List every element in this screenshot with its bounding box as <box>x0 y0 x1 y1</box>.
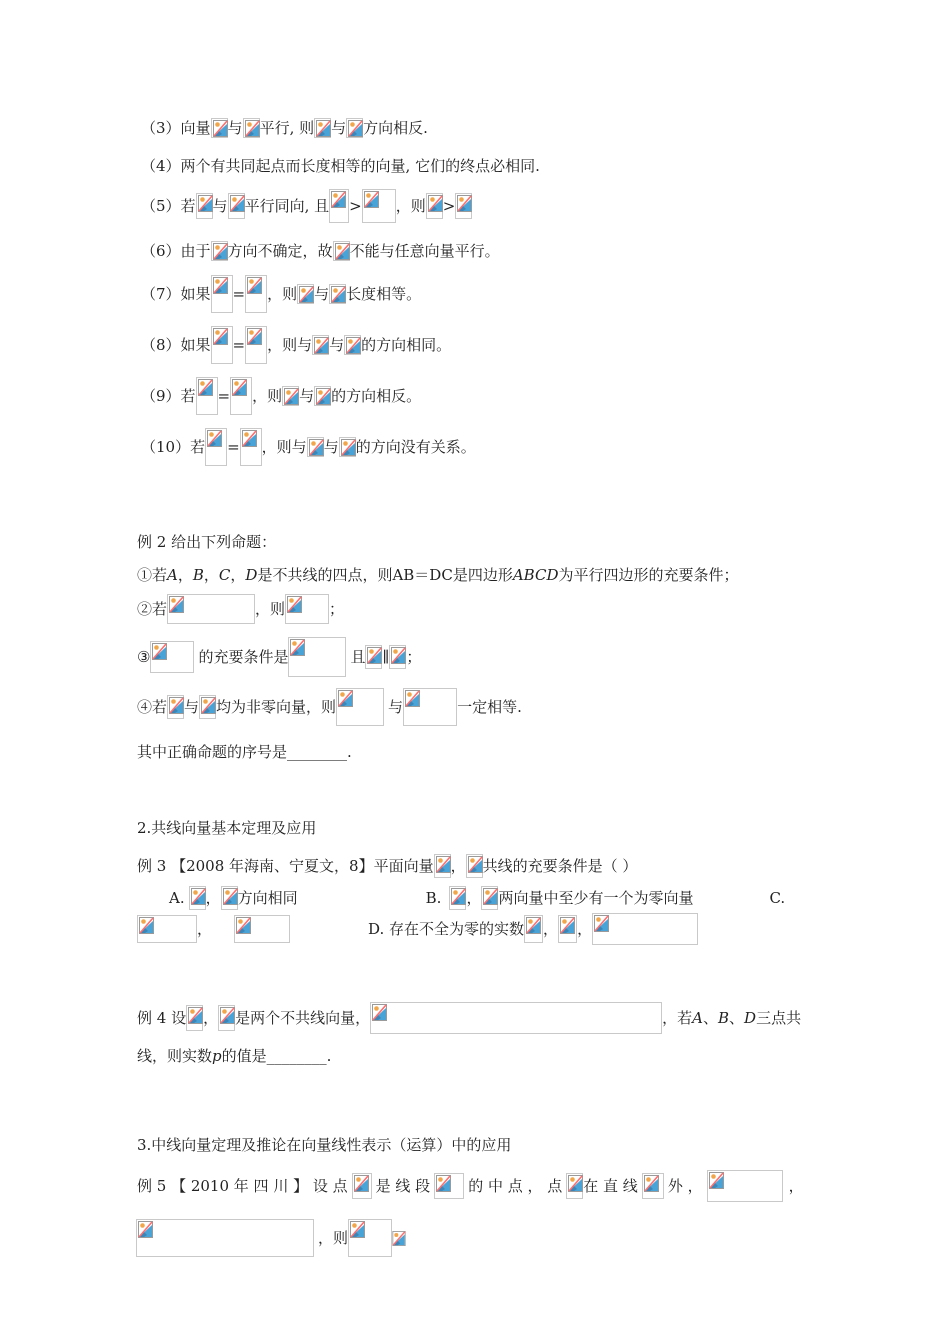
example-4-line-1 <box>137 1002 801 1034</box>
vector-a-image <box>312 335 329 355</box>
option-d-text: ， <box>543 920 559 938</box>
ex5-text: 例 5 【 2010 年 四 川 】 设 点 <box>137 1177 348 1195</box>
p3-text: ； <box>406 648 422 666</box>
unit-vector-a-image <box>336 688 384 726</box>
vector-b-image <box>228 193 245 219</box>
item-3-text: 与 <box>227 119 243 137</box>
option-d-text: ， <box>577 920 593 938</box>
item-10-text: 与 <box>323 438 339 456</box>
option-c-label: C. <box>769 889 786 907</box>
vector-sum-difference-formula-image <box>136 1219 314 1257</box>
magnitude-a-image <box>211 326 233 364</box>
magnitude-b-image <box>245 326 267 364</box>
parallel-symbol: ∥ <box>382 648 390 666</box>
p2-text: ，则 <box>255 600 286 618</box>
point-label: B <box>718 1009 730 1027</box>
magnitude-b-image <box>230 377 252 415</box>
ex4-text: 的值是________. <box>221 1047 332 1065</box>
answer-blank-text: 其中正确命题的序号是________. <box>137 743 352 761</box>
greater-than: > <box>349 197 362 215</box>
p3-text: 且 <box>350 648 366 666</box>
ex4-text: ，若 <box>662 1009 693 1027</box>
example-3-stem <box>137 854 637 878</box>
item-8 <box>141 326 451 364</box>
example-5-line-1 <box>137 1170 804 1202</box>
magnitude-a-image <box>211 275 233 313</box>
vector-b-image <box>243 118 260 138</box>
segment-bc-image <box>434 1173 464 1199</box>
magnitude-b-image <box>245 275 267 313</box>
point-label: B <box>192 566 204 584</box>
option-b-text: 两向量中至少有一个为零向量 <box>498 889 694 907</box>
ex3-text: ， <box>450 857 466 875</box>
greater-than: > <box>442 197 456 215</box>
ex5-text: ， <box>788 1177 804 1195</box>
vector-a-image <box>365 645 382 669</box>
section-3-heading <box>137 1134 511 1155</box>
vector-b-image <box>314 386 331 406</box>
item-5-text: 与 <box>212 197 228 215</box>
p3-text: 的充要条件是 <box>198 648 289 666</box>
equals: = <box>227 438 240 456</box>
vector-e2-image <box>218 1005 235 1031</box>
p3-text: ③ <box>137 648 151 666</box>
vector-a-image <box>189 886 206 910</box>
magnitude-condition-image <box>288 637 346 677</box>
magnitude-a-image <box>196 377 218 415</box>
option-c-text: ， <box>197 920 213 938</box>
item-6-text: 不能与任意向量平行。 <box>349 242 500 260</box>
example-3-options-row-1 <box>169 886 785 910</box>
option-d-formula-image <box>592 913 698 945</box>
p1-text: 是不共线的四点，则AB＝DC是四边形 <box>257 566 513 584</box>
example-4-line-2 <box>137 1045 331 1066</box>
option-a-label: A. <box>169 889 185 907</box>
ex5-text: 外 ， <box>667 1177 703 1195</box>
vector-a-image <box>211 118 228 138</box>
magnitude-a-image <box>329 189 349 223</box>
bc-squared-formula-image <box>707 1170 783 1202</box>
line-bc-image <box>642 1173 664 1199</box>
vector-b-image <box>221 886 238 910</box>
example-2-title-text: 例 2 给出下列命题： <box>137 533 277 551</box>
vector-definitions-formula-image <box>370 1002 662 1034</box>
vector-b-image <box>329 284 346 304</box>
option-a-text: ， <box>205 889 221 907</box>
conclusion-formula-image <box>285 594 329 624</box>
item-5 <box>141 189 472 223</box>
example-2-answer <box>137 741 352 762</box>
item-3 <box>141 117 428 138</box>
vector-b-image <box>344 335 361 355</box>
item-9-text: 与 <box>299 387 315 405</box>
p1-text: ①若 <box>137 566 168 584</box>
item-7 <box>141 275 421 313</box>
item-7-text: 长度相等。 <box>346 285 422 303</box>
vector-b-image <box>455 193 472 219</box>
vector-a-image <box>196 193 213 219</box>
vector-a-image <box>434 854 451 878</box>
point-label: D <box>744 1009 757 1027</box>
magnitude-b-image <box>240 428 262 466</box>
option-c-formula-image <box>137 915 197 943</box>
vector-a-image <box>426 193 443 219</box>
scalar-mu-image <box>558 915 577 943</box>
point-label: C <box>218 566 231 584</box>
variable-p: p <box>212 1047 222 1065</box>
zero-vector-image <box>211 241 228 261</box>
example-2-proposition-3 <box>137 637 421 677</box>
option-c-formula-image <box>234 915 290 943</box>
item-3-text: 方向相反. <box>363 119 428 137</box>
item-3-text: 平行, 则 <box>259 119 315 137</box>
item-10-text: 的方向没有关系。 <box>355 438 476 456</box>
example-5-line-2 <box>136 1219 407 1257</box>
condition-formula-image <box>167 594 255 624</box>
item-10 <box>141 428 476 466</box>
point-label: D <box>245 566 258 584</box>
p4-text: 与 <box>184 698 200 716</box>
p2-text: ； <box>329 600 345 618</box>
item-4 <box>141 155 540 176</box>
item-9-text: 的方向相反。 <box>331 387 422 405</box>
item-9-text: ，则 <box>252 387 283 405</box>
ex5-text: 在 直 线 <box>583 1177 638 1195</box>
zero-vector-image <box>333 241 350 261</box>
section-3-title: 3.中线向量定理及推论在向量线性表示（运算）中的应用 <box>137 1136 512 1154</box>
p4-text: 与 <box>388 698 404 716</box>
p1-text: 为平行四边形的充要条件； <box>558 566 739 584</box>
item-7-prefix: （7）如果 <box>141 285 211 303</box>
option-a-text: 方向相同 <box>237 889 298 907</box>
ex5-text: 的 中 点 ， 点 <box>468 1177 563 1195</box>
ex4-text: 线，则实数 <box>137 1047 213 1065</box>
item-10-text: ，则与 <box>261 438 307 456</box>
point-label: A <box>167 566 178 584</box>
vector-b-image <box>339 437 356 457</box>
ex4-text: ， <box>203 1009 219 1027</box>
item-3-text: 与 <box>331 119 347 137</box>
p2-text: ②若 <box>137 600 168 618</box>
ex4-text: 是两个不共线向量， <box>235 1009 371 1027</box>
item-4-text: （4）两个有共同起点而长度相等的向量, 它们的终点必相同. <box>141 157 540 175</box>
point-m-image <box>352 1173 372 1199</box>
vector-e1-image <box>186 1005 203 1031</box>
point-label: A <box>692 1009 703 1027</box>
p1-text: ， <box>203 566 219 584</box>
equality-formula-image <box>150 641 194 673</box>
quadrilateral-label: ABCD <box>512 566 559 584</box>
example-2-proposition-2 <box>137 594 344 624</box>
equals: = <box>217 387 231 405</box>
vector-a-image <box>449 886 466 910</box>
item-5-prefix: （5）若 <box>141 197 196 215</box>
vector-b-image <box>199 695 216 719</box>
ex5-text: 是 线 段 <box>375 1177 431 1195</box>
item-3-prefix: （3）向量 <box>141 119 211 137</box>
vector-b-image <box>481 886 498 910</box>
item-8-prefix: （8）如果 <box>141 336 211 354</box>
example-3-options-row-2 <box>137 913 698 945</box>
ex4-text: 例 4 设 <box>137 1009 187 1027</box>
item-5-text: ，则 <box>395 197 426 215</box>
ex4-text: 三点共 <box>756 1009 802 1027</box>
vector-b-image <box>389 645 406 669</box>
unit-vector-b-image <box>403 688 457 726</box>
am-magnitude-formula-image <box>348 1219 392 1257</box>
ex4-text: 、 <box>729 1009 745 1027</box>
point-a-image <box>566 1173 583 1199</box>
small-placeholder-image <box>392 1231 407 1246</box>
item-5-text: 平行同向, 且 <box>244 197 330 215</box>
ex3-text: 共线的充要条件是（ ） <box>482 857 638 875</box>
ex5-text: ，则 <box>318 1229 349 1247</box>
item-6-prefix: （6）由于 <box>141 242 211 260</box>
option-d-text: D. 存在不全为零的实数 <box>368 920 525 938</box>
p1-text: ， <box>177 566 193 584</box>
ex3-text: 例 3 【2008 年海南、宁夏文，8】平面向量 <box>137 857 434 875</box>
item-6-text: 方向不确定，故 <box>227 242 333 260</box>
p4-text: 一定相等. <box>457 698 522 716</box>
item-7-text: ，则 <box>267 285 298 303</box>
magnitude-a-image <box>205 428 227 466</box>
item-8-text: 与 <box>329 336 345 354</box>
item-7-text: 与 <box>314 285 330 303</box>
item-10-prefix: （10）若 <box>141 438 206 456</box>
vector-b-image <box>346 118 363 138</box>
option-b-text: ， <box>466 889 482 907</box>
scalar-lambda-image <box>524 915 543 943</box>
p4-text: 均为非零向量，则 <box>216 698 337 716</box>
ex4-text: 、 <box>702 1009 718 1027</box>
section-2-title: 2.共线向量基本定理及应用 <box>137 819 317 837</box>
section-2-heading <box>137 817 316 838</box>
vector-a-image <box>314 118 331 138</box>
vector-a-image <box>307 437 324 457</box>
vector-a-image <box>297 284 314 304</box>
item-9-prefix: （9）若 <box>141 387 196 405</box>
equals: = <box>232 285 246 303</box>
p1-text: ， <box>230 566 246 584</box>
example-2-title <box>137 531 276 552</box>
example-2-proposition-4 <box>137 688 522 726</box>
option-b-label: B. <box>425 889 442 907</box>
vector-a-image <box>282 386 299 406</box>
equals: = <box>232 336 246 354</box>
item-9 <box>141 377 421 415</box>
magnitude-b-image <box>362 189 396 223</box>
p4-text: ④若 <box>137 698 168 716</box>
item-6 <box>141 240 500 261</box>
example-2-proposition-1 <box>137 564 738 585</box>
item-8-text: 的方向相同。 <box>361 336 452 354</box>
item-8-text: ，则与 <box>267 336 313 354</box>
vector-b-image <box>466 854 483 878</box>
vector-a-image <box>167 695 184 719</box>
